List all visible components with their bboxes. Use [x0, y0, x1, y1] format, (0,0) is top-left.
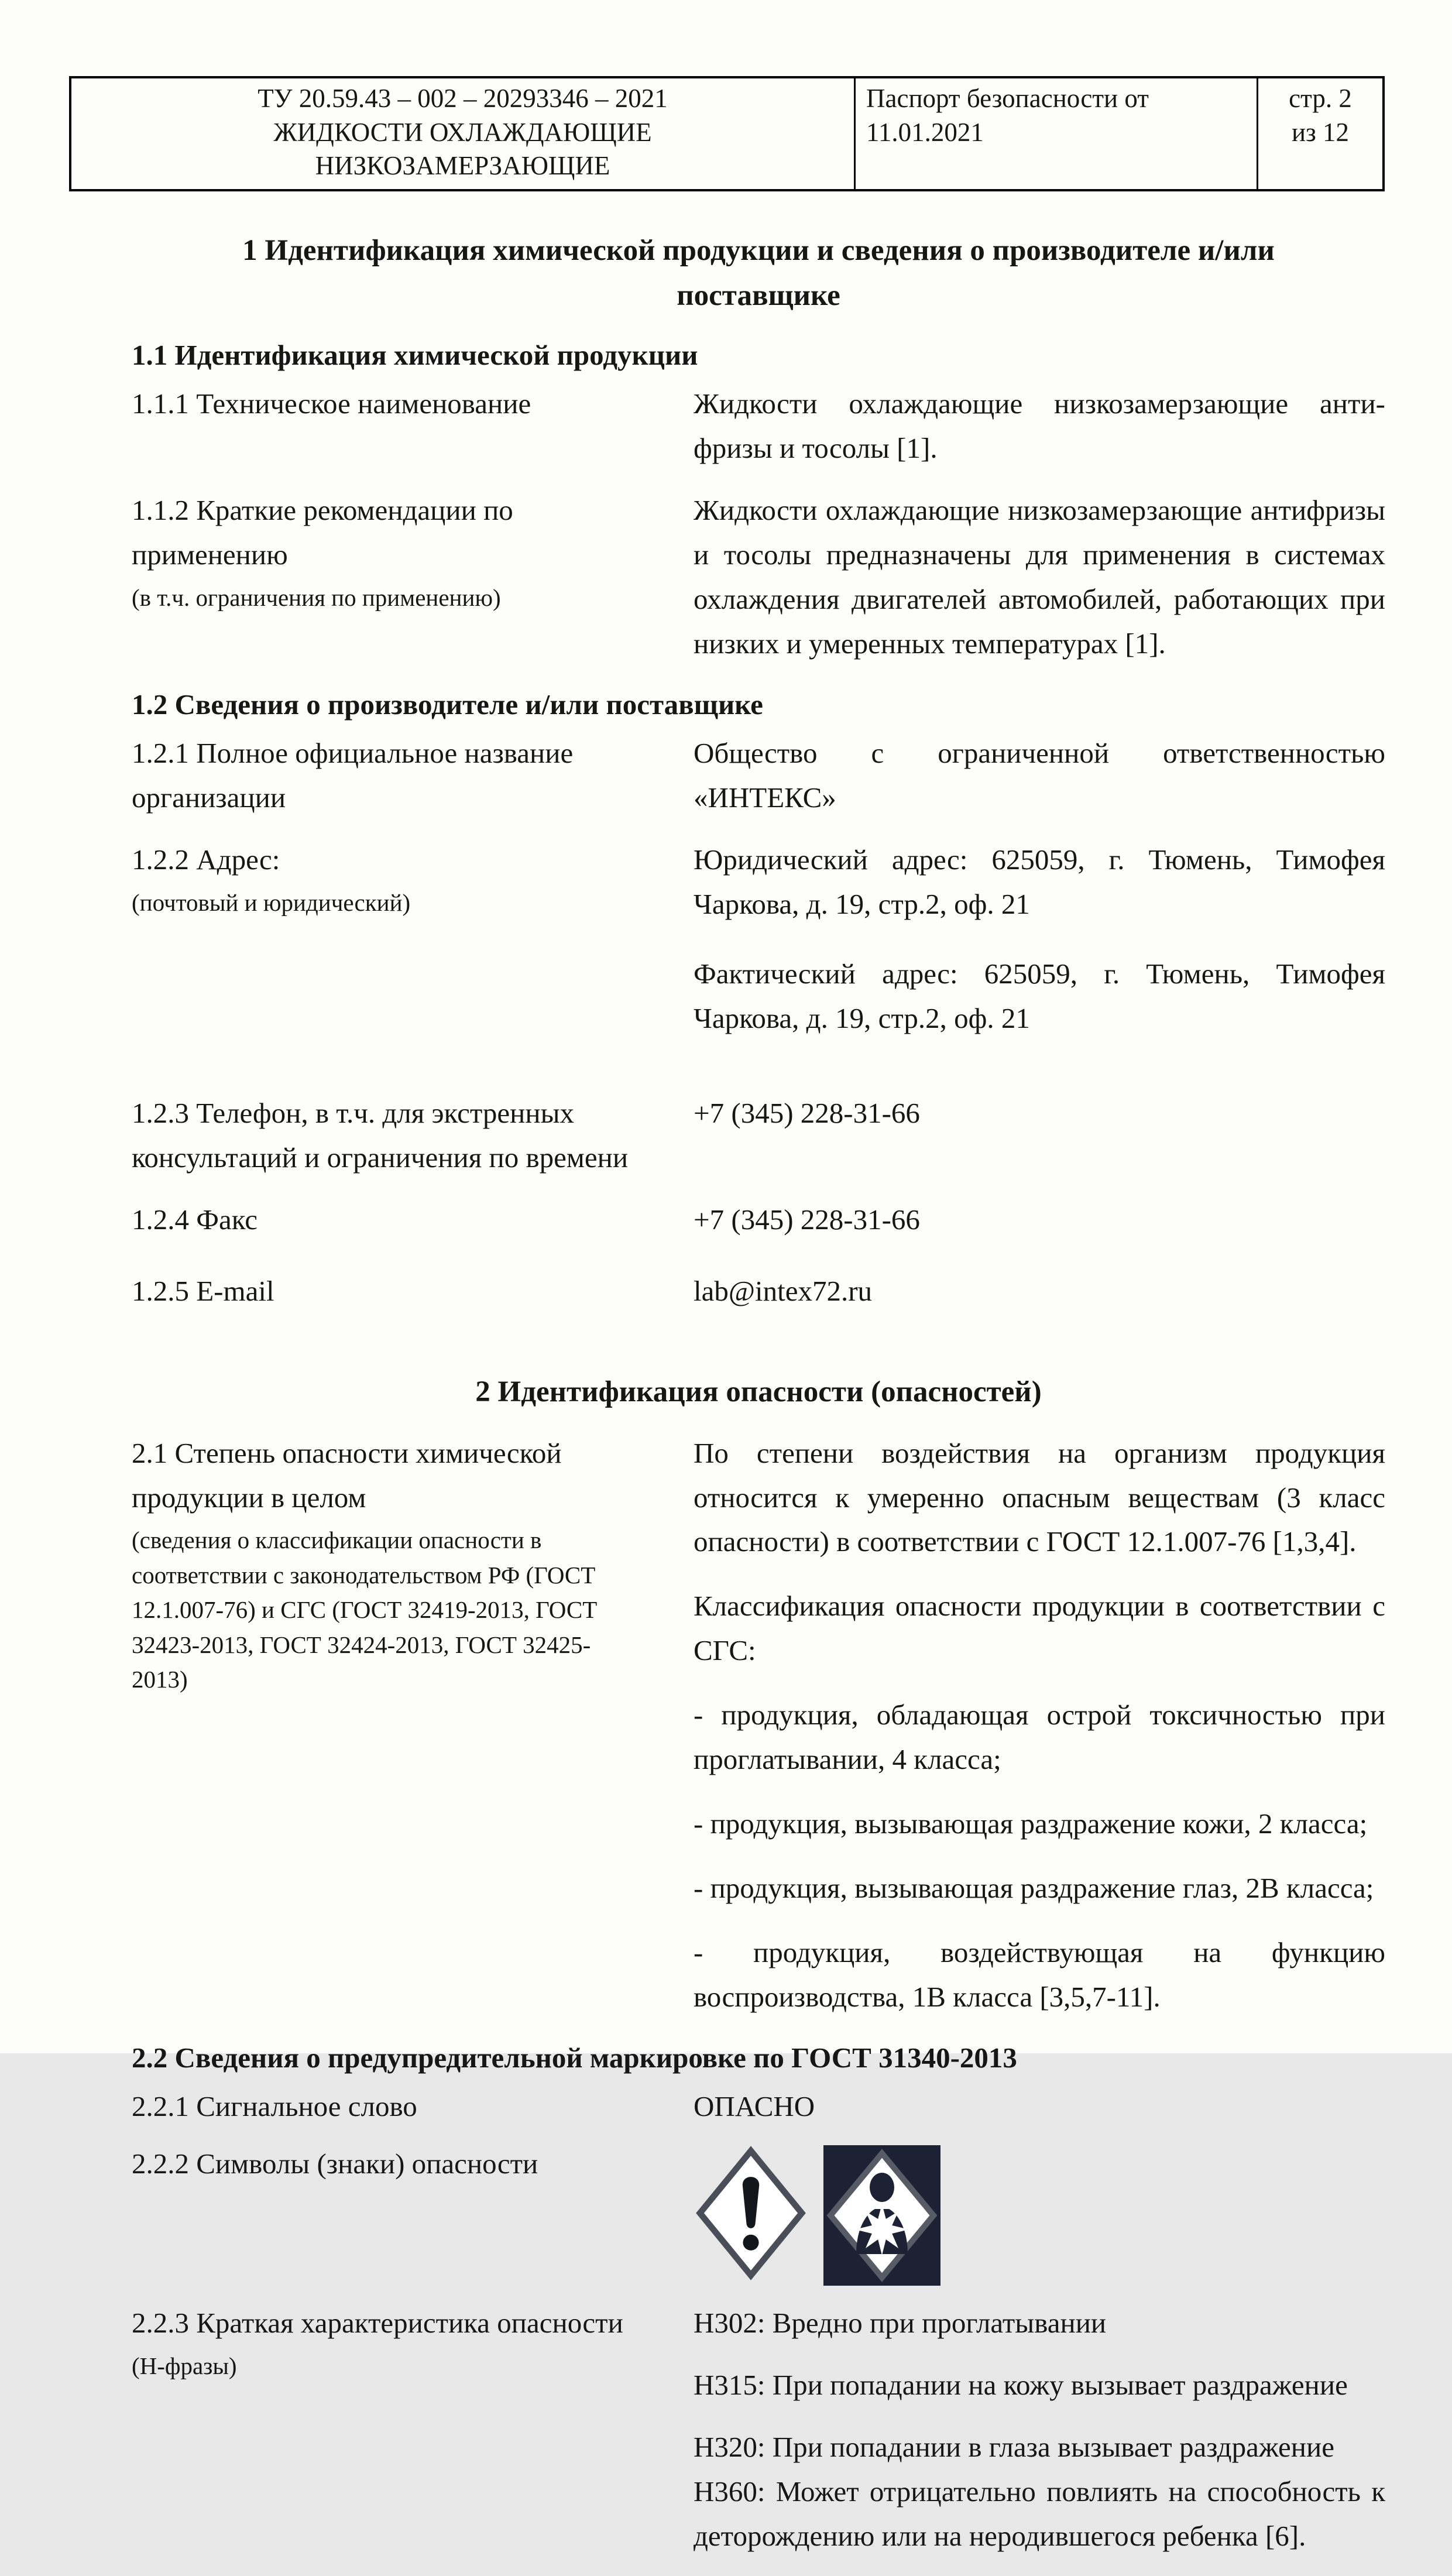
- h-phrase: Н360: Может отрицательно повлиять на способность к деторождению или на неродившегося ребенка [6].: [694, 2475, 1385, 2552]
- row-label: 1.2.2 Адрес: (почтовый и юридический): [132, 838, 679, 1041]
- h-phrase: Н320: При попадании в глаза вызывает раздражение: [694, 2430, 1334, 2463]
- row-value: [694, 2301, 1385, 2558]
- row-value: [694, 1198, 1385, 1242]
- row-value: Жидкости охлаждающие низкозамерзающие антифризы и тосолы предназначены для применения в системах охлаждения двигателей автомобилей, работающих при низких и умеренных температурах [1].: [694, 493, 1385, 660]
- row-label: 2.2.3 Краткая характеристика опасности (Н-фразы): [132, 2301, 679, 2558]
- header-passport-cell: [854, 78, 1257, 189]
- row-label: 2.2.1 Сигнальное слово: [132, 2090, 417, 2122]
- h-phrase: Н302: Вредно при проглатывании: [694, 2306, 1107, 2339]
- row-label-note: (сведения о классификации опасности в соответствии с законодательством РФ (ГОСТ 12.1.007-76) и СГС (ГОСТ 32419-2013, ГОСТ 32423-2013, ГОСТ 32424-2013, ГОСТ 32425-2013): [132, 1527, 598, 1693]
- product-name-line1: ЖИДКОСТИ ОХЛАЖДАЮЩИЕ: [273, 117, 652, 147]
- row-fax: [132, 1198, 1385, 1242]
- document-body: [132, 228, 1385, 2576]
- h-phrase: Н315: При попадании на кожу вызывает раздражение: [694, 2368, 1348, 2401]
- row-value: [694, 2142, 1385, 2286]
- header-page-cell: [1257, 78, 1382, 189]
- header-product-cell: [71, 78, 854, 189]
- section-2-title: 2 Идентификация опасности (опасностей): [475, 1376, 1042, 1409]
- row-value: [694, 1269, 1385, 1313]
- phone-number: +7 (345) 228-31-66: [694, 1097, 920, 1130]
- row-hazard-statements: [132, 2301, 1385, 2558]
- actual-address: Фактический адрес: 625059, г. Тюмень, Тимофея Чаркова, д. 19, стр.2, оф. 21: [694, 958, 1385, 1035]
- row-label-note: (Н-фразы): [132, 2352, 237, 2379]
- header-table: [69, 76, 1385, 191]
- passport-date: 11.01.2021: [866, 117, 984, 147]
- subsection-2-2-title: 2.2 Сведения о предупредительной маркировке по ГОСТ 31340-2013: [132, 2041, 1017, 2074]
- section-1-title: 1 Идентификация химической продукции и сведения о производителе и/или поставщике: [242, 234, 1275, 312]
- row-label: 1.2.1 Полное официальное название организации: [132, 736, 574, 814]
- tu-number: ТУ 20.59.43 – 002 – 20293346 – 2021: [258, 84, 668, 113]
- row-hazard-symbols: [132, 2142, 1385, 2286]
- subsection-1-2-title: 1.2 Сведения о производителе и/или поставщике: [132, 688, 763, 721]
- row-value: [694, 1091, 1385, 1180]
- row-email: [132, 1269, 1385, 1313]
- ghs08-health-hazard-icon: [823, 2145, 940, 2286]
- legal-address: Юридический адрес: 625059, г. Тюмень, Тимофея Чаркова, д. 19, стр.2, оф. 21: [694, 843, 1385, 920]
- row-recommendations: [132, 488, 1385, 666]
- row-label-note: (почтовый и юридический): [132, 889, 411, 916]
- subsection-1-1-title: 1.1 Идентификация химической продукции: [132, 339, 698, 371]
- row-value: [694, 2084, 1385, 2129]
- ghs07-exclamation-icon: [694, 2145, 808, 2281]
- row-signal-word: [132, 2084, 1385, 2129]
- row-label: 1.1.1 Техническое наименование: [132, 387, 531, 420]
- row-company-name: [132, 731, 1385, 820]
- row-label: 2.2.2 Символы (знаки) опасности: [132, 2147, 538, 2180]
- row-value: Общество с ограниченной ответственностью «ИНТЕКС»: [694, 736, 1385, 814]
- row-label: 1.2.4 Факс: [132, 1203, 258, 1236]
- product-name-line2: НИЗКОЗАМЕРЗАЮЩИЕ: [315, 151, 610, 181]
- row-label: 1.1.2 Краткие рекомендации по применению (в т.ч. ограничения по применению): [132, 488, 679, 666]
- fax-number: +7 (345) 228-31-66: [694, 1203, 920, 1236]
- row-phone: [132, 1091, 1385, 1180]
- row-label: 1.2.3 Телефон, в т.ч. для экстренных консультаций и ограничения по времени: [132, 1097, 629, 1174]
- row-address: [132, 838, 1385, 1041]
- hazard-pictograms: [694, 2145, 1385, 2286]
- row-technical-name: [132, 382, 1385, 471]
- row-label: 2.1 Степень опасности химической продукции в целом (сведения о классификации опасности в соответствии с законодательством РФ (ГОСТ 12.1.007-76) и СГС (ГОСТ 32419-2013, ГОСТ 32423-2013, ГОСТ 32424-2013, ГОСТ 32425-2013): [132, 1431, 679, 2019]
- row-label-note: (в т.ч. ограничения по применению): [132, 584, 501, 611]
- row-value: Жидкости охлаждающие низкозамерзающие анти-фризы и тосолы [1].: [694, 387, 1385, 464]
- row-value: [694, 838, 1385, 1041]
- passport-label: Паспорт безопасности от: [866, 84, 1149, 113]
- row-value: По степени воздействия на организм продукция относится к умеренно опасным веществам (3 класс опасности) в соответствии с ГОСТ 12.1.007-76 [1,3,4]. Классификация опасности продукции в соответствии с СГС: - продукция, обладающая острой токсичностью при проглатывании, 4 класса; - продукция, вызывающая раздражение кожи, 2 класса; - продукция, вызывающая раздражение глаз, 2В класса; - продукция, воздействующая на функцию воспроизводства, 1В класса [3,5,7-11].: [694, 1436, 1385, 2013]
- signal-word: ОПАСНО: [694, 2090, 815, 2122]
- email-address: lab@intex72.ru: [694, 1275, 873, 1308]
- page-count: из 12: [1291, 117, 1350, 147]
- row-hazard-degree: [132, 1431, 1385, 2019]
- page-number: стр. 2: [1289, 84, 1352, 113]
- row-label: 1.2.5 E-mail: [132, 1275, 274, 1308]
